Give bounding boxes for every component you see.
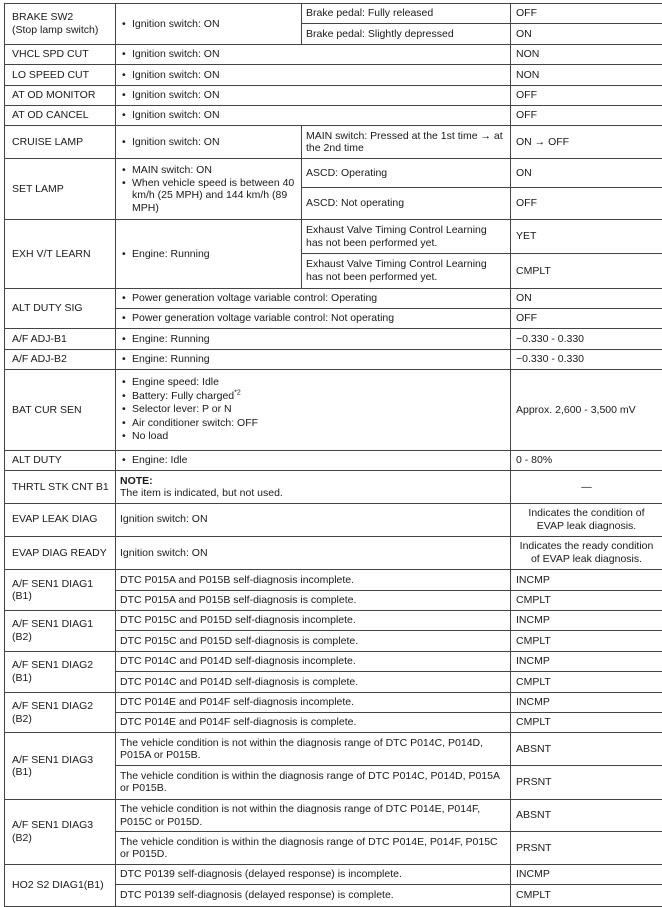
note-label: NOTE: [120,474,153,487]
condition-bullet [120,390,506,404]
value: ON [511,24,662,44]
table-row [5,126,662,159]
item-name: EVAP LEAK DIAG [5,503,116,536]
condition [116,309,511,329]
condition [116,159,302,220]
value: YET [511,220,662,254]
item-name: A/F ADJ-B1 [5,329,116,349]
table-row [5,503,662,536]
table-row [5,692,662,712]
item-name: ALT DUTY SIG [5,288,116,329]
value: ON [511,159,662,188]
item-name: A/F SEN1 DIAG3 (B2) [5,799,116,864]
condition-bullet: • Ignition switch: ON [120,89,506,102]
condition [116,126,302,159]
item-name: THRTL STK CNT B1 [5,471,116,504]
table-row [5,570,662,590]
condition [116,106,511,126]
table-row [5,159,662,188]
subcondition: ASCD: Not operating [302,187,511,220]
item-name: AT OD CANCEL [5,106,116,126]
condition-bullet: • Engine speed: Idle [120,376,506,390]
value: CMPLT [511,631,662,651]
table-row [5,44,662,64]
item-name: A/F SEN1 DIAG2 (B2) [5,692,116,733]
condition-bullet: • Air conditioner switch: OFF [120,417,506,431]
condition-bullet: • MAIN switch: ON [120,164,297,177]
condition: DTC P014C and P014D self-diagnosis incomplete. [116,651,511,671]
condition [116,370,511,451]
table-row [5,536,662,570]
condition-bullet: • Power generation voltage variable control: Operating [120,292,506,305]
value: INCMP [511,865,662,885]
condition: DTC P014E and P014F self-diagnosis incomplete. [116,692,511,712]
table-row [5,288,662,308]
value: CMPLT [511,672,662,692]
value: ON [511,288,662,308]
condition-bullet: • Ignition switch: ON [120,18,297,31]
value: −0.330 - 0.330 [511,349,662,369]
condition-text: Battery: Fully charged [132,389,235,402]
note [116,471,511,504]
condition [116,44,511,64]
value: CMPLT [511,253,662,288]
value: ON → OFF [511,126,662,159]
subcondition: Exhaust Valve Timing Control Learning has not been performed yet. [302,220,511,254]
value: NON [511,65,662,85]
table-row [5,106,662,126]
value: PRSNT [511,766,662,800]
item-name: SET LAMP [5,159,116,220]
condition [116,4,302,45]
condition-bullet: • Power generation voltage variable control: Not operating [120,312,506,325]
footnote-mark: *2 [234,389,241,397]
item-name: AT OD MONITOR [5,85,116,105]
condition [116,349,511,369]
value: INCMP [511,611,662,631]
condition-bullet: • Ignition switch: ON [120,136,297,149]
condition-bullet: • No load [120,430,506,444]
value: Approx. 2,600 - 3,500 mV [511,370,662,451]
condition-bullet: • Engine: Running [120,333,506,346]
value: −0.330 - 0.330 [511,329,662,349]
condition-bullet: • Engine: Idle [120,454,506,467]
value: ABSNT [511,733,662,766]
condition [116,220,302,288]
value: OFF [511,106,662,126]
condition-bullet: • Ignition switch: ON [120,109,506,122]
condition-bullet: • Ignition switch: ON [120,48,506,61]
condition [116,65,511,85]
condition: DTC P015A and P015B self-diagnosis is complete. [116,590,511,610]
item-name: BAT CUR SEN [5,370,116,451]
condition: DTC P015C and P015D self-diagnosis is complete. [116,631,511,651]
condition-bullet: • Engine: Running [120,248,297,261]
condition [116,288,511,308]
subcondition: ASCD: Operating [302,159,511,188]
note-text: The item is indicated, but not used. [120,487,283,500]
condition: DTC P015C and P015D self-diagnosis incomplete. [116,611,511,631]
value: ABSNT [511,799,662,832]
condition [116,450,511,470]
item-name: VHCL SPD CUT [5,44,116,64]
value: CMPLT [511,713,662,733]
condition-bullet: • Engine: Running [120,353,506,366]
condition-bullet: • Ignition switch: ON [120,69,506,82]
condition: The vehicle condition is within the diagnosis range of DTC P014E, P014F, P015C or P015D. [116,832,511,865]
value: 0 - 80% [511,450,662,470]
item-name: CRUISE LAMP [5,126,116,159]
item-name: LO SPEED CUT [5,65,116,85]
item-name: A/F SEN1 DIAG1 (B2) [5,611,116,652]
condition: DTC P014C and P014D self-diagnosis is complete. [116,672,511,692]
value: INCMP [511,651,662,671]
value: INCMP [511,570,662,590]
table-row [5,651,662,671]
value: — [511,471,662,504]
item-name: EXH V/T LEARN [5,220,116,288]
condition: DTC P0139 self-diagnosis (delayed response) is incomplete. [116,865,511,885]
table-row [5,799,662,832]
table-row [5,220,662,254]
condition: Ignition switch: ON [116,536,511,570]
value: PRSNT [511,832,662,865]
subcondition: MAIN switch: Pressed at the 1st time → at the 2nd time [302,126,511,159]
item-name: BRAKE SW2 (Stop lamp switch) [5,4,116,45]
table-row [5,65,662,85]
value: OFF [511,4,662,24]
cdm-monitor-item-table [4,3,662,907]
condition: DTC P0139 self-diagnosis (delayed response) is complete. [116,885,511,907]
value: CMPLT [511,590,662,610]
value: OFF [511,187,662,220]
condition: DTC P014E and P014F self-diagnosis is complete. [116,713,511,733]
condition: Ignition switch: ON [116,503,511,536]
value: OFF [511,85,662,105]
value: Indicates the ready condition of EVAP leak diagnosis. [511,536,662,570]
subcondition: Exhaust Valve Timing Control Learning has not been performed yet. [302,253,511,288]
table-row [5,471,662,504]
value: NON [511,44,662,64]
item-name: ALT DUTY [5,450,116,470]
item-name: A/F ADJ-B2 [5,349,116,369]
condition-bullet: • Selector lever: P or N [120,403,506,417]
table-row [5,733,662,766]
table-row [5,450,662,470]
value: INCMP [511,692,662,712]
table-row [5,865,662,885]
table-row [5,4,662,24]
subcondition: Brake pedal: Fully released [302,4,511,24]
table-row [5,85,662,105]
item-name: HO2 S2 DIAG1(B1) [5,865,116,907]
table-row [5,349,662,369]
value: CMPLT [511,885,662,907]
condition-bullet: • When vehicle speed is between 40 km/h (25 MPH) and 144 km/h (89 MPH) [120,177,297,215]
value: OFF [511,309,662,329]
item-name: A/F SEN1 DIAG2 (B1) [5,651,116,692]
condition [116,329,511,349]
value: Indicates the condition of EVAP leak diagnosis. [511,503,662,536]
condition [116,85,511,105]
condition: The vehicle condition is not within the diagnosis range of DTC P014C, P014D, P015A or P015B. [116,733,511,766]
condition: The vehicle condition is within the diagnosis range of DTC P014C, P014D, P015A or P015B. [116,766,511,800]
condition: DTC P015A and P015B self-diagnosis incomplete. [116,570,511,590]
table-row [5,329,662,349]
subcondition: Brake pedal: Slightly depressed [302,24,511,44]
table-row [5,370,662,451]
item-name: A/F SEN1 DIAG3 (B1) [5,733,116,799]
condition: The vehicle condition is not within the diagnosis range of DTC P014E, P014F, P015C or P015D. [116,799,511,832]
item-name: A/F SEN1 DIAG1 (B1) [5,570,116,611]
item-name: EVAP DIAG READY [5,536,116,570]
table-row [5,611,662,631]
